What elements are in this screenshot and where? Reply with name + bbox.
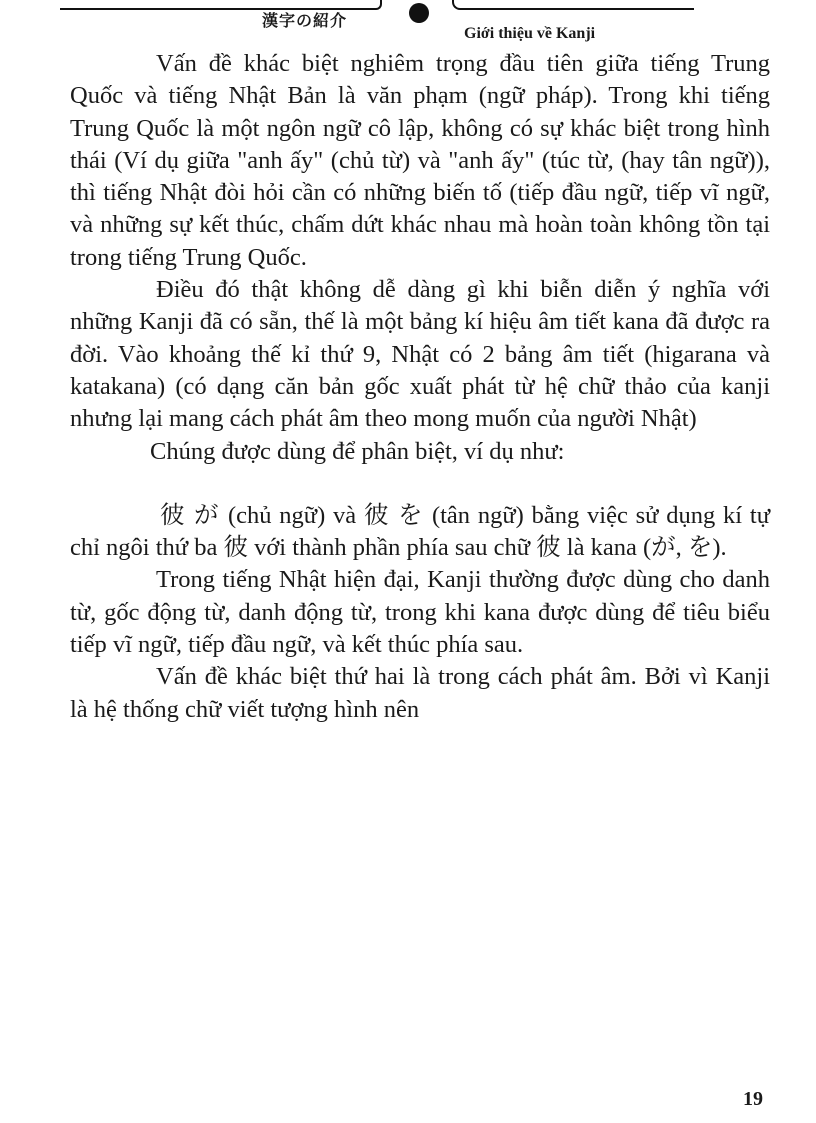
header-title-vietnamese: Giới thiệu về Kanji: [464, 25, 596, 42]
header-title-japanese: 漢字の紹介: [262, 11, 348, 30]
paragraph-kana-origin: Điều đó thật không dễ dàng gì khi biễn diễn ý nghĩa với những Kanji đã có sẵn, thế là một bảng kí hiệu âm tiết kana đã được ra đời. Vào khoảng thế kỉ thứ 9, Nhật có 2 bảng âm tiết (higarana và katakana) (có dạng căn bản gốc xuất phát từ hệ chữ thảo của kanji nhưng lại mang cách phát âm theo mong muốn của người Nhật): [70, 276, 770, 433]
paragraph-modern-usage: Trong tiếng Nhật hiện đại, Kanji thường được dùng cho danh từ, gốc động từ, danh động từ, trong khi kana được dùng để tiêu biểu tiếp vĩ ngữ, tiếp đầu ngữ, và kết thúc phía sau.: [70, 566, 770, 659]
page-body: [70, 48, 770, 726]
paragraph-grammar: Vấn đề khác biệt nghiêm trọng đầu tiên giữa tiếng Trung Quốc và tiếng Nhật Bản là văn phạm (ngữ pháp). Trong khi tiếng Trung Quốc là một ngôn ngữ cô lập, không có sự khác biệt trong hình thái (Ví dụ giữa "anh ấy" (chủ từ) và "anh ấy" (túc từ, (hay tân ngữ)), thì tiếng Nhật đòi hỏi cần có những biến tố (tiếp đầu ngữ, tiếp vĩ ngữ, và những sự kết thúc, chấm dứt khác nhau mà hoàn toàn không tồn tại trong tiếng Trung Quốc.: [70, 50, 770, 271]
paragraph-pronunciation: Vấn đề khác biệt thứ hai là trong cách phát âm. Bởi vì Kanji là hệ thống chữ viết tượng hình nên: [70, 663, 770, 723]
page-number: 19: [743, 1088, 763, 1110]
paragraph-example: 彼 が (chủ ngữ) và 彼 を (tân ngữ) bằng việc sử dụng kí tự chỉ ngôi thứ ba 彼 với thành phần phía sau chữ 彼 là kana (が, を).: [70, 501, 770, 562]
spacer: [70, 468, 770, 500]
header-bullet-icon: [409, 3, 429, 23]
header-frame-right: [452, 0, 694, 10]
paragraph-usage-intro: Chúng được dùng để phân biệt, ví dụ như:: [150, 437, 565, 465]
